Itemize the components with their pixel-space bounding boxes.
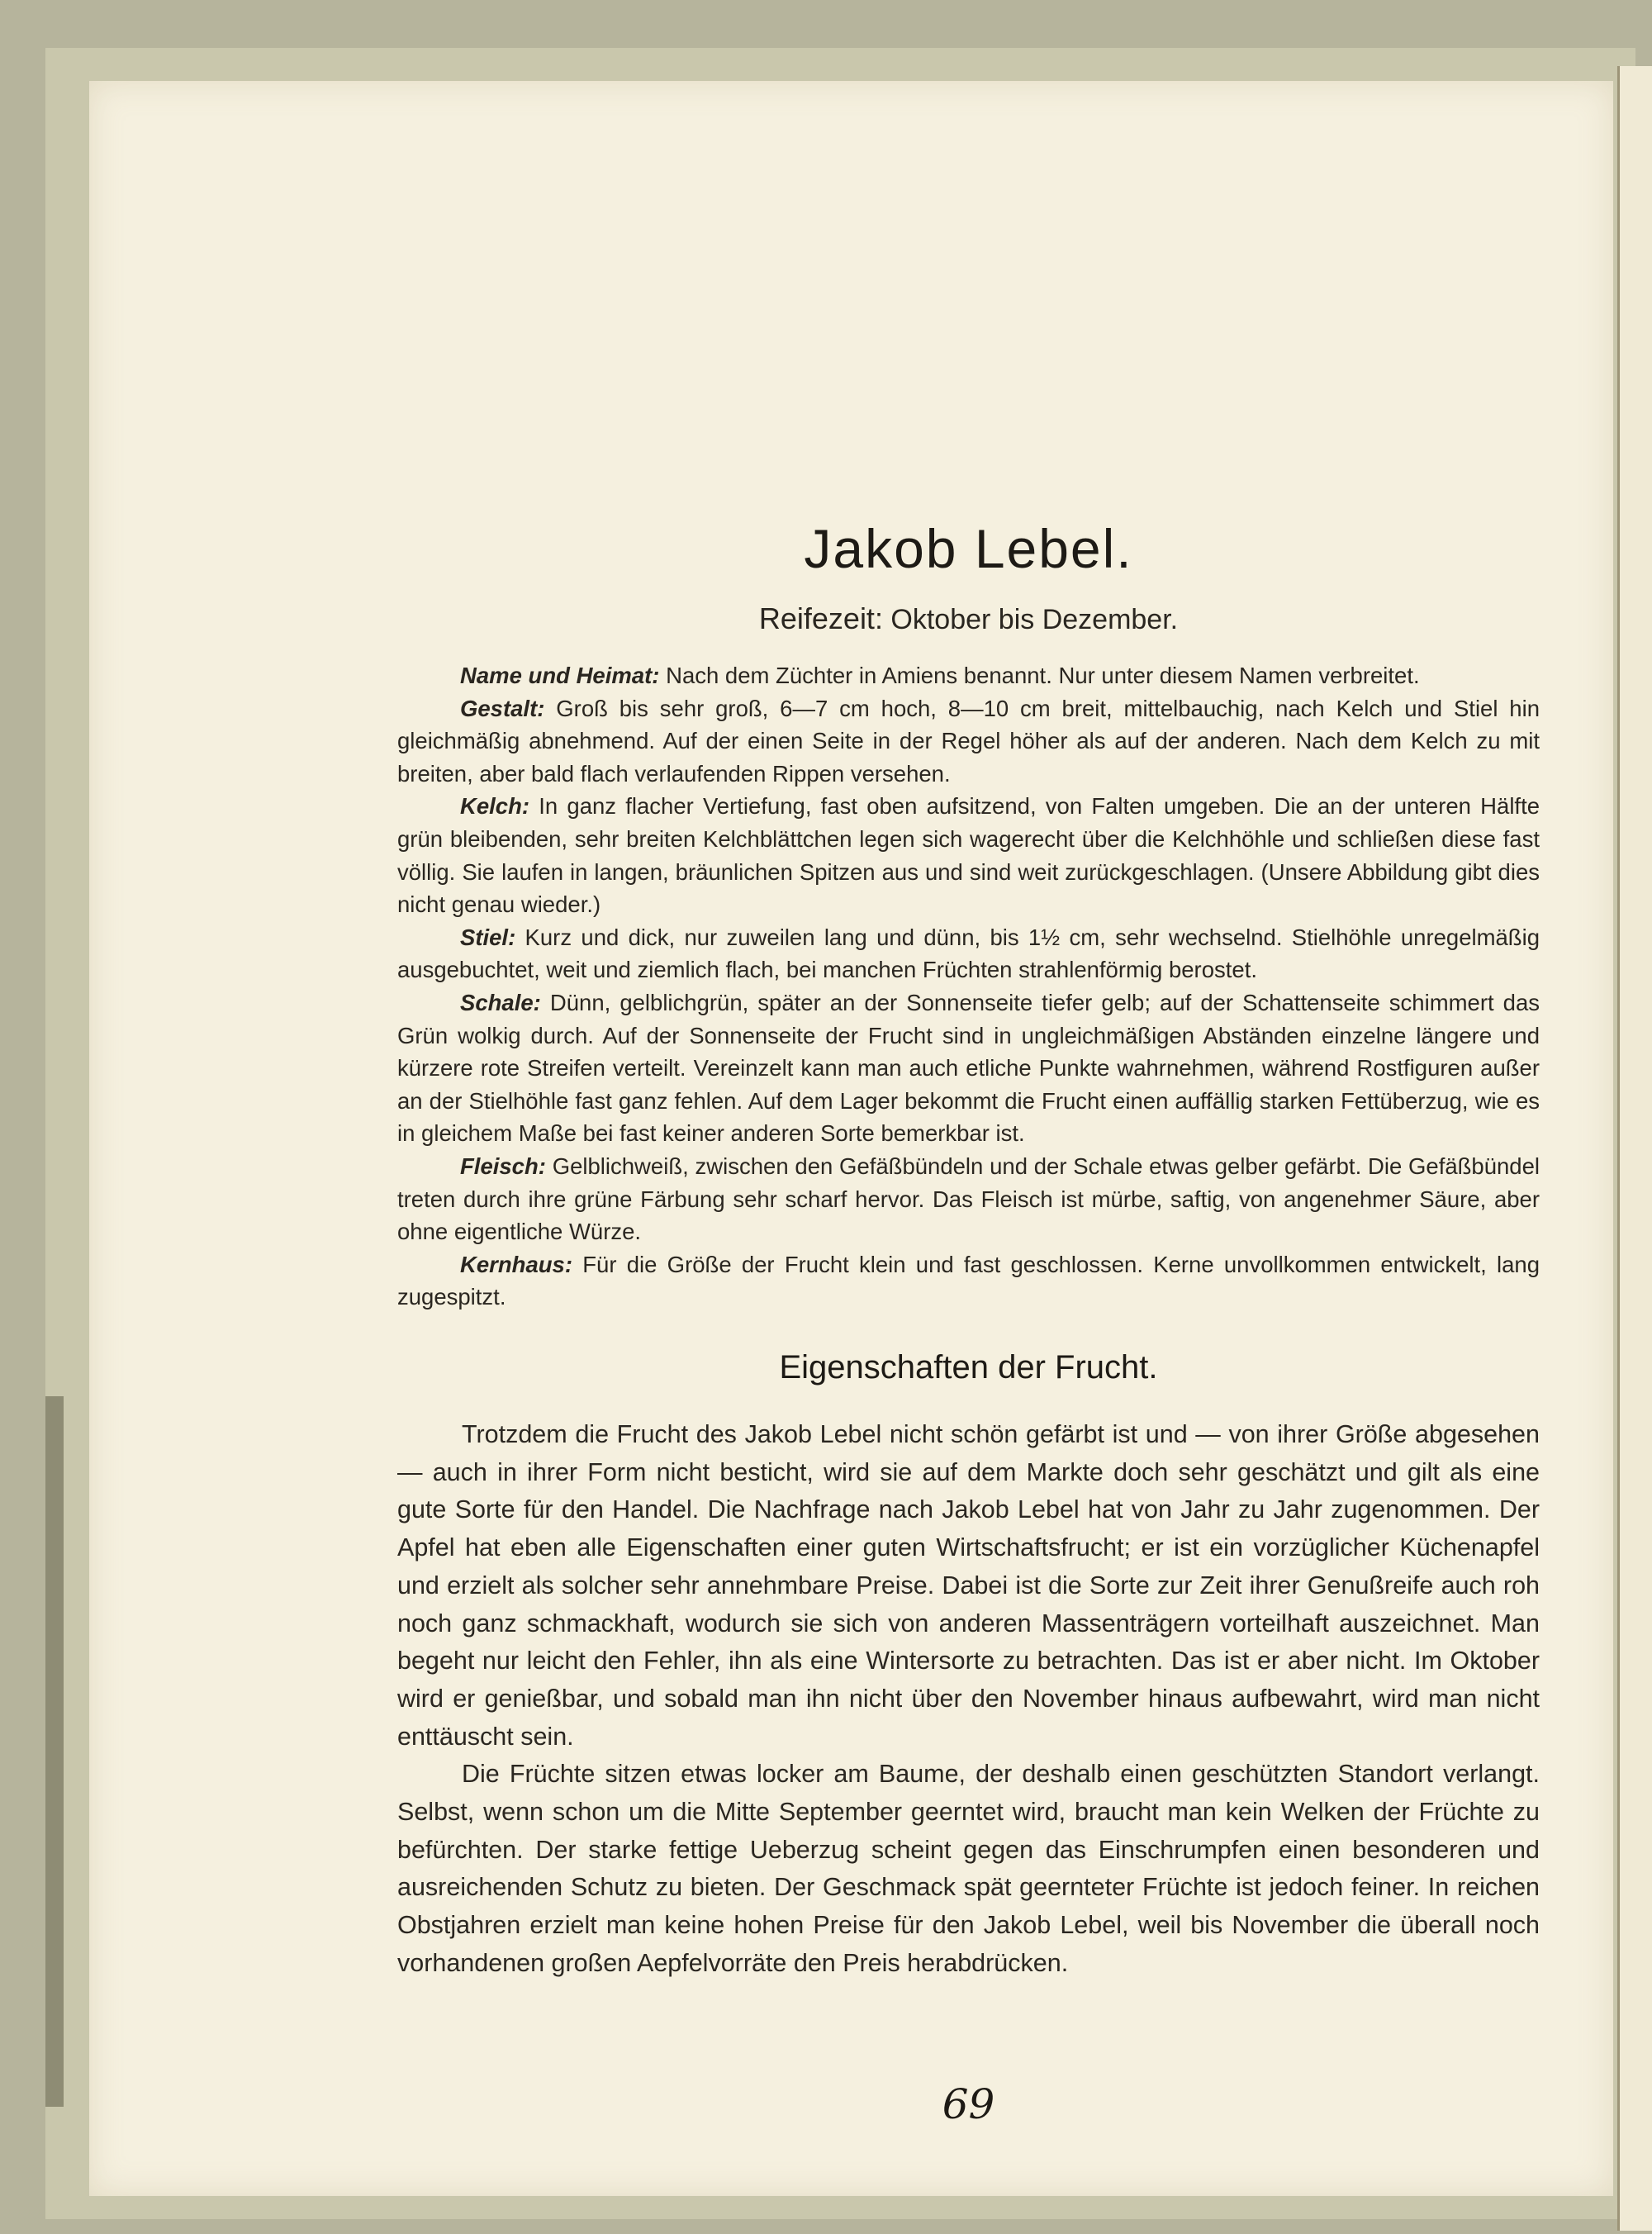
description-text: Groß bis sehr groß, 6—7 cm hoch, 8—10 cm breit, mittelbauchig, nach Kelch und Stiel hin gleichmäßig abnehmend. Auf der einen Seite in der Regel höher als auf der anderen. Nach dem Kelch zu mit breiten, aber bald flach verlaufenden Rippen versehen.: [397, 695, 1540, 787]
description-text: Kurz und dick, nur zuweilen lang und dünn, bis 1½ cm, sehr wechselnd. Stielhöhle unregelmäßig ausgebuchtet, weit und ziemlich flach, bei manchen Früchten strahlenförmig berostet.: [397, 924, 1540, 983]
ripening-line: [397, 601, 1540, 636]
description-text: Gelblichweiß, zwischen den Gefäßbündeln und der Schale etwas gelber gefärbt. Die Gefäßbündel treten durch ihre grüne Färbung sehr scharf hervor. Das Fleisch ist mürbe, saftig, von angenehmer Säure, aber ohne eigentliche Würze.: [397, 1153, 1540, 1245]
ripening-value: Oktober bis Dezember.: [890, 604, 1179, 635]
description-entry-core: [397, 1248, 1540, 1314]
board-edge-strip: [45, 1396, 64, 2107]
description-entry-name: [397, 659, 1540, 692]
description-entry-shape: [397, 692, 1540, 791]
description-entry-flesh: [397, 1150, 1540, 1248]
description-text: Dünn, gelblichgrün, später an der Sonnenseite tiefer gelb; auf der Schattenseite schimmert das Grün wolkig durch. Auf der Sonnenseite der Frucht sind in ungleichmäßigen Abständen einzelne längere und kürzere rote Streifen verteilt. Vereinzelt kann man auch etliche Punkte wahrnehmen, während Rostfiguren außer an der Stielhöhle fast ganz fehlen. Auf dem Lager bekommt die Frucht einen auffällig starken Fettüberzug, wie es in gleichem Maße bei fast keiner anderen Sorte bemerkbar ist.: [397, 989, 1540, 1147]
description-entry-skin: [397, 986, 1540, 1150]
description-text: Nach dem Züchter in Amiens benannt. Nur unter diesem Namen verbreitet.: [666, 663, 1420, 688]
description-text: In ganz flacher Vertiefung, fast oben aufsitzend, von Falten umgeben. Die an der unteren Hälfte grün bleibenden, sehr breiten Kelchblättchen legen sich wagerecht über die Kelchhöhle und schließen diese fast völlig. Sie laufen in langen, bräunlichen Spitzen aus und sind weit zurückgeschlagen. (Unsere Abbildung gibt dies nicht genau wieder.): [397, 793, 1540, 918]
book-page: [89, 81, 1613, 2196]
description-term: Kelch:: [460, 793, 530, 820]
description-term: Schale:: [460, 989, 541, 1015]
description-term: Kernhaus:: [460, 1251, 572, 1277]
fruit-description: [397, 659, 1540, 1314]
facing-page-edge: [1617, 66, 1652, 2231]
description-entry-stem: [397, 921, 1540, 986]
page-number: 69: [942, 2080, 995, 2128]
section-heading: Eigenschaften der Frucht.: [779, 1349, 1158, 1386]
description-term: Stiel:: [460, 924, 516, 950]
body-paragraph: Trotzdem die Frucht des Jakob Lebel nicht schön gefärbt ist und — von ihrer Größe abgesehen — auch in ihrer Form nicht besticht, wird sie auf dem Markte doch sehr geschätzt und gilt als eine gute Sorte für den Handel. Die Nachfrage nach Jakob Lebel hat von Jahr zu Jahr zugenommen. Der Apfel hat eben alle Eigenschaften einer guten Wirtschaftsfrucht; er ist ein vorzüglicher Küchenapfel und erzielt als solcher sehr annehmbare Preise. Dabei ist die Sorte zur Zeit ihrer Genußreife auch roh noch ganz schmackhaft, wodurch sie sich von anderen Massenträgern vorteilhaft auszeichnet. Man begeht nur leicht den Fehler, ihn als eine Wintersorte zu betrachten. Das ist er aber nicht. Im Oktober wird er genießbar, und sobald man ihn nicht über den November hinaus aufbewahrt, wird man nicht enttäuscht sein.: [397, 1420, 1540, 1751]
description-term: Gestalt:: [460, 695, 545, 721]
section-body: [397, 1416, 1540, 1983]
description-term: Name und Heimat:: [460, 663, 660, 688]
description-term: Fleisch:: [460, 1153, 546, 1179]
description-entry-calyx: [397, 790, 1540, 920]
page-title: Jakob Lebel.: [804, 518, 1133, 579]
ripening-label: Reifezeit:: [758, 601, 883, 635]
body-paragraph: Die Früchte sitzen etwas locker am Baume, der deshalb einen geschützten Standort verlangt. Selbst, wenn schon um die Mitte September geerntet wird, braucht man kein Welken der Früchte zu befürchten. Der starke fettige Ueberzug scheint gegen das Einschrumpfen einen besonderen und ausreichenden Schutz zu bieten. Der Geschmack spät geernteter Früchte ist jedoch feiner. In reichen Obstjahren erzielt man keine hohen Preise für den Jakob Lebel, weil bis November die überall noch vorhandenen großen Aepfelvorräte den Preis herabdrücken.: [397, 1760, 1540, 1977]
description-text: Für die Größe der Frucht klein und fast geschlossen. Kerne unvollkommen entwickelt, lang zugespitzt.: [397, 1251, 1540, 1310]
